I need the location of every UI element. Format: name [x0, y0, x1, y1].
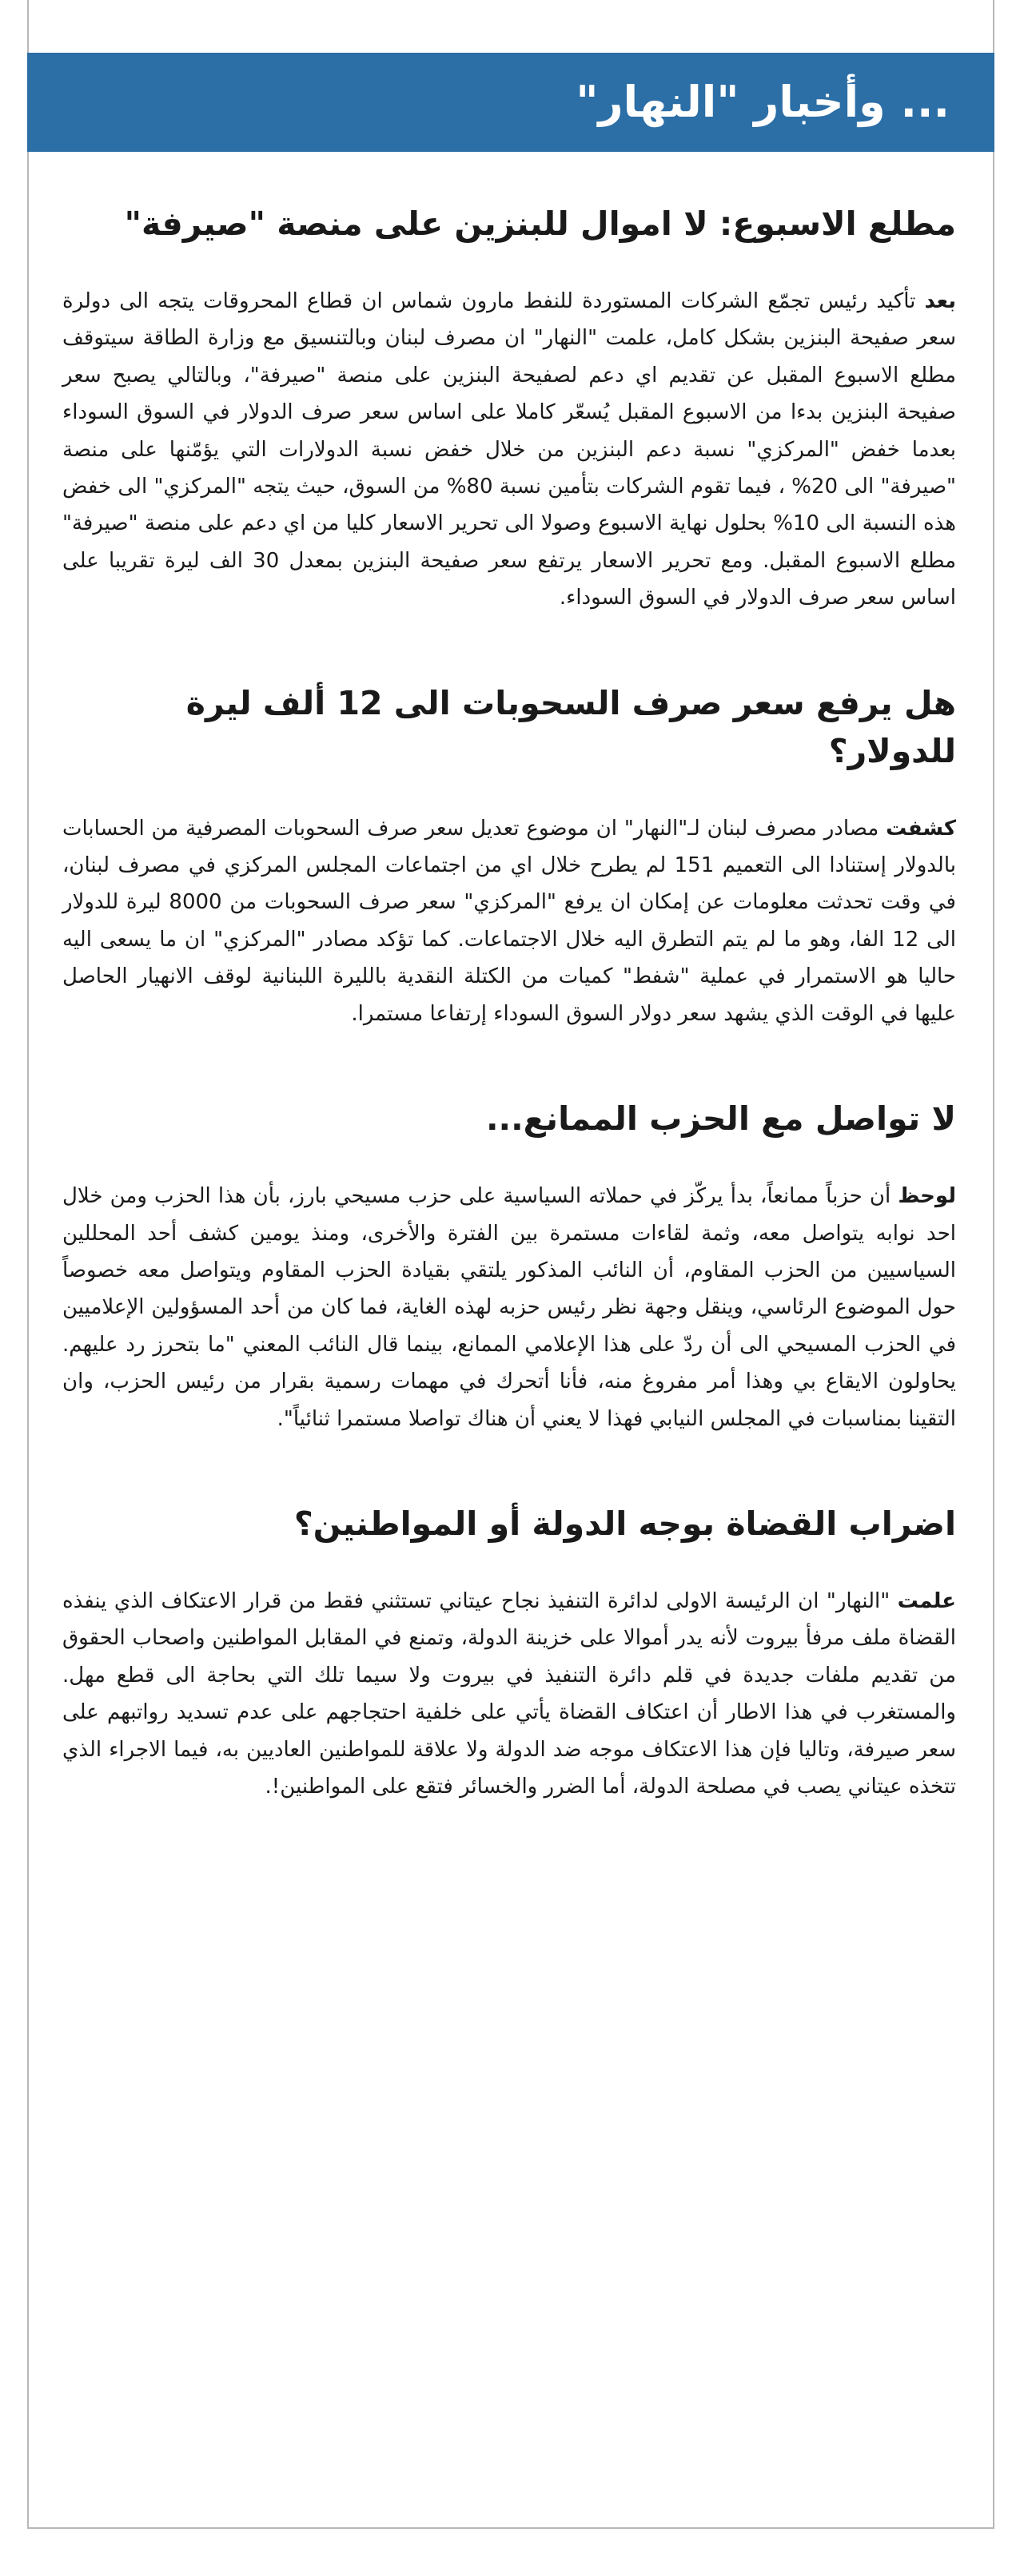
- news-item: [62, 679, 956, 1032]
- news-item-text: أن حزباً ممانعاً، بدأ يركّز في حملاته السياسية على حزب مسيحي بارز، بأن هذا الحزب ومن خلال احد نوابه يتواصل معه، وثمة لقاءات مستمرة بين الفترة والأخرى، ومنذ يومين كشف أحد المحللين السياسيين من الحزب المقاوم، أن النائب المذكور يلتقي بقيادة الحزب المقاوم ويتواصل معه خصوصاً حول الموضوع الرئاسي، وينقل وجهة نظر رئيس حزبه لهذه الغاية، فما كان من أحد المسؤولين الإعلاميين في الحزب المسيحي الى أن ردّ على هذا الإعلامي الممانع، بينما قال النائب المعني "ما بتحرز رد عليهم. يحاولون الايقاع بي وهذا أمر مفروغ منه، فأنا أتحرك في مهمات رسمية بقرار من رئيس الحزب، وان التقينا بمناسبات في المجلس النيابي فهذا لا يعني أن هناك تواصلا مستمرا ثنائياً".: [62, 1184, 956, 1431]
- news-item-lead: كشفت: [886, 816, 956, 841]
- news-item-title: هل يرفع سعر صرف السحوبات الى 12 ألف ليرة للدولار؟: [185, 683, 956, 770]
- section-banner: [27, 53, 994, 152]
- news-item-body: [62, 810, 956, 1032]
- news-item-body: [62, 283, 956, 617]
- news-item-lead: لوحظ: [898, 1184, 956, 1209]
- banner-title: ... وأخبار "النهار": [576, 77, 950, 127]
- news-content: [62, 200, 956, 1867]
- news-item: [62, 1500, 956, 1805]
- news-item-lead: بعد: [924, 289, 956, 313]
- news-item-body: [62, 1583, 956, 1805]
- news-item-lead: علمت: [897, 1588, 956, 1613]
- news-item-title: اضراب القضاة بوجه الدولة أو المواطنين؟: [293, 1504, 956, 1543]
- news-item-title: لا تواصل مع الحزب الممانع...: [485, 1099, 956, 1139]
- news-item: [62, 200, 956, 617]
- news-item-text: "النهار" ان الرئيسة الاولى لدائرة التنفيذ نجاح عيتاني تستثني فقط من قرار الاعتكاف الذي ينفذه القضاة ملف مرفأ بيروت لأنه يدر أموالا على خزينة الدولة، وتمنع في المقابل المواطنين واصحاب الحقوق من تقديم ملفات جديدة في قلم دائرة التنفيذ في بيروت ولا سيما تلك التي بحاجة الى قطع مهل. والمستغرب في هذا الاطار أن اعتكاف القضاة يأتي على خلفية احتجاجهم على عدم تسديد رواتبهم على سعر صيرفة، وتاليا فإن هذا الاعتكاف موجه ضد الدولة ولا علاقة للمواطنين العاديين به، فيما الاجراء الذي تتخذه عيتاني يصب في مصلحة الدولة، أما الضرر والخسائر فتقع على المواطنين!.: [62, 1588, 956, 1799]
- news-item-title: مطلع الاسبوع: لا اموال للبنزين على منصة "صيرفة": [124, 205, 956, 243]
- news-item-text: تأكيد رئيس تجمّع الشركات المستوردة للنفط مارون شماس ان قطاع المحروقات يتجه الى دولرة سعر صفيحة البنزين بشكل كامل، علمت "النهار" ان مصرف لبنان وبالتنسيق مع وزارة الطاقة سيتوقف مطلع الاسبوع المقبل عن تقديم اي دعم لصفيحة البنزين على منصة "صيرفة"، وبالتالي يصبح سعر صفيحة البنزين بدءا من الاسبوع المقبل يُسعّر كاملا على اساس سعر صرف الدولار في السوق السوداء بعدما خفض "المركزي" نسبة دعم البنزين من خلال خفض نسبة الدولارات التي يؤمّنها على منصة "صيرفة" الى 20% ، فيما تقوم الشركات بتأمين نسبة 80% من السوق، حيث يتجه "المركزي" الى خفض هذه النسبة الى 10% بحلول نهاية الاسبوع وصولا الى تحرير الاسعار كليا من اي دعم على منصة "صيرفة" مطلع الاسبوع المقبل. ومع تحرير الاسعار يرتفع سعر صفيحة البنزين بمعدل 30 الف ليرة تقريبا على اساس سعر صرف الدولار في السوق السوداء.: [62, 289, 956, 610]
- news-item-text: مصادر مصرف لبنان لـ"النهار" ان موضوع تعديل سعر صرف السحوبات المصرفية من الحسابات بالدولار إستنادا الى التعميم 151 لم يطرح خلال اي من اجتماعات المجلس المركزي في مصرف لبنان، في وقت تحدثت معلومات عن إمكان ان يرفع "المركزي" سعر صرف السحوبات من 8000 ليرة للدولار الى 12 الفا، وهو ما لم يتم التطرق اليه خلال الاجتماعات. كما تؤكد مصادر "المركزي" ان ما يسعى اليه حاليا هو الاستمرار في عملية "شفط" كميات من الكتلة النقدية بالليرة اللبنانية لوقف الانهيار الحاصل عليها في الوقت الذي يشهد سعر دولار السوق السوداء إرتفاعا مستمرا.: [62, 816, 956, 1026]
- news-item-body: [62, 1178, 956, 1437]
- news-item: [62, 1095, 956, 1437]
